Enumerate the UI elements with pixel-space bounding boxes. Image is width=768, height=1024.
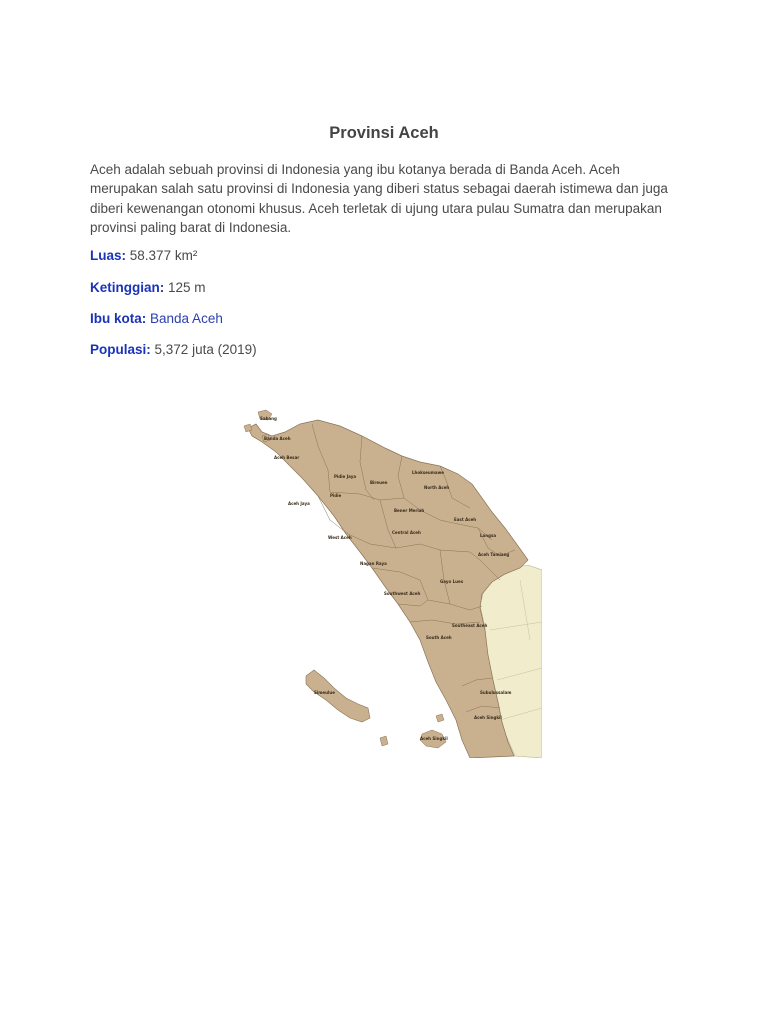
label-pidie-jaya: Pidie Jaya	[334, 474, 357, 479]
intro-paragraph: Aceh adalah sebuah provinsi di Indonesia yang ibu kotanya berada di Banda Aceh. Aceh merupakan salah satu provinsi di Indonesia yang diberi status sebagai daerah istimewa dan juga diberi kewenangan otonomi khusus. Aceh terletak di ujung utara pulau Sumatra dan merupakan provinsi paling barat di Indonesia.	[90, 162, 668, 236]
label-sabang: Sabang	[260, 416, 277, 421]
label-aceh-besar: Aceh Besar	[274, 455, 300, 460]
fact-area-value: 58.377 km²	[129, 248, 198, 263]
label-north-aceh: North Aceh	[424, 485, 450, 490]
fact-population-value: 5,372 juta (2019)	[154, 342, 257, 357]
label-southeast-aceh: Southeast Aceh	[452, 623, 488, 628]
fact-elevation-value: 125 m	[168, 280, 206, 295]
aceh-mainland	[248, 420, 528, 758]
label-west-aceh: West Aceh	[328, 535, 352, 540]
aceh-map-svg	[242, 394, 542, 758]
fact-area-label: Luas:	[90, 248, 127, 263]
label-aceh-tamiang: Aceh Tamiang	[478, 552, 510, 557]
label-south-aceh: South Aceh	[426, 635, 452, 640]
fact-capital-label: Ibu kota:	[90, 311, 147, 326]
fact-area	[90, 248, 197, 263]
label-bener-meriah: Bener Meriah	[394, 508, 425, 513]
banyak-islands	[380, 714, 446, 748]
label-east-aceh: East Aceh	[454, 517, 477, 522]
label-langsa: Langsa	[480, 533, 497, 538]
fact-population	[90, 342, 257, 357]
label-gayo-lues: Gayo Lues	[440, 579, 464, 584]
capital-link[interactable]: Banda Aceh	[150, 311, 223, 326]
label-bireuen: Bireuen	[370, 480, 388, 485]
label-lhokseumawe: Lhokseumawe	[412, 470, 445, 475]
aceh-map	[242, 394, 542, 758]
page-title: Provinsi Aceh	[329, 124, 439, 142]
label-banda-aceh: Banda Aceh	[264, 436, 291, 441]
fact-elevation	[90, 280, 206, 295]
label-pidie: Pidie	[330, 493, 342, 498]
fact-elevation-label: Ketinggian:	[90, 280, 165, 295]
label-southwest-aceh: Southwest Aceh	[384, 591, 421, 596]
label-aceh-singkil: Aceh Singkil	[474, 715, 502, 720]
label-simeulue: Simeulue	[314, 690, 335, 695]
label-nagan-raya: Nagan Raya	[360, 561, 387, 566]
simeulue-island	[306, 670, 370, 722]
label-aceh-jaya: Aceh Jaya	[288, 501, 310, 506]
label-subulussalam: Subulussalam	[480, 690, 512, 695]
fact-capital	[90, 311, 223, 326]
label-central-aceh: Central Aceh	[392, 530, 421, 535]
fact-population-label: Populasi:	[90, 342, 151, 357]
label-aceh-singkil-islands: Aceh Singkil	[420, 736, 448, 741]
